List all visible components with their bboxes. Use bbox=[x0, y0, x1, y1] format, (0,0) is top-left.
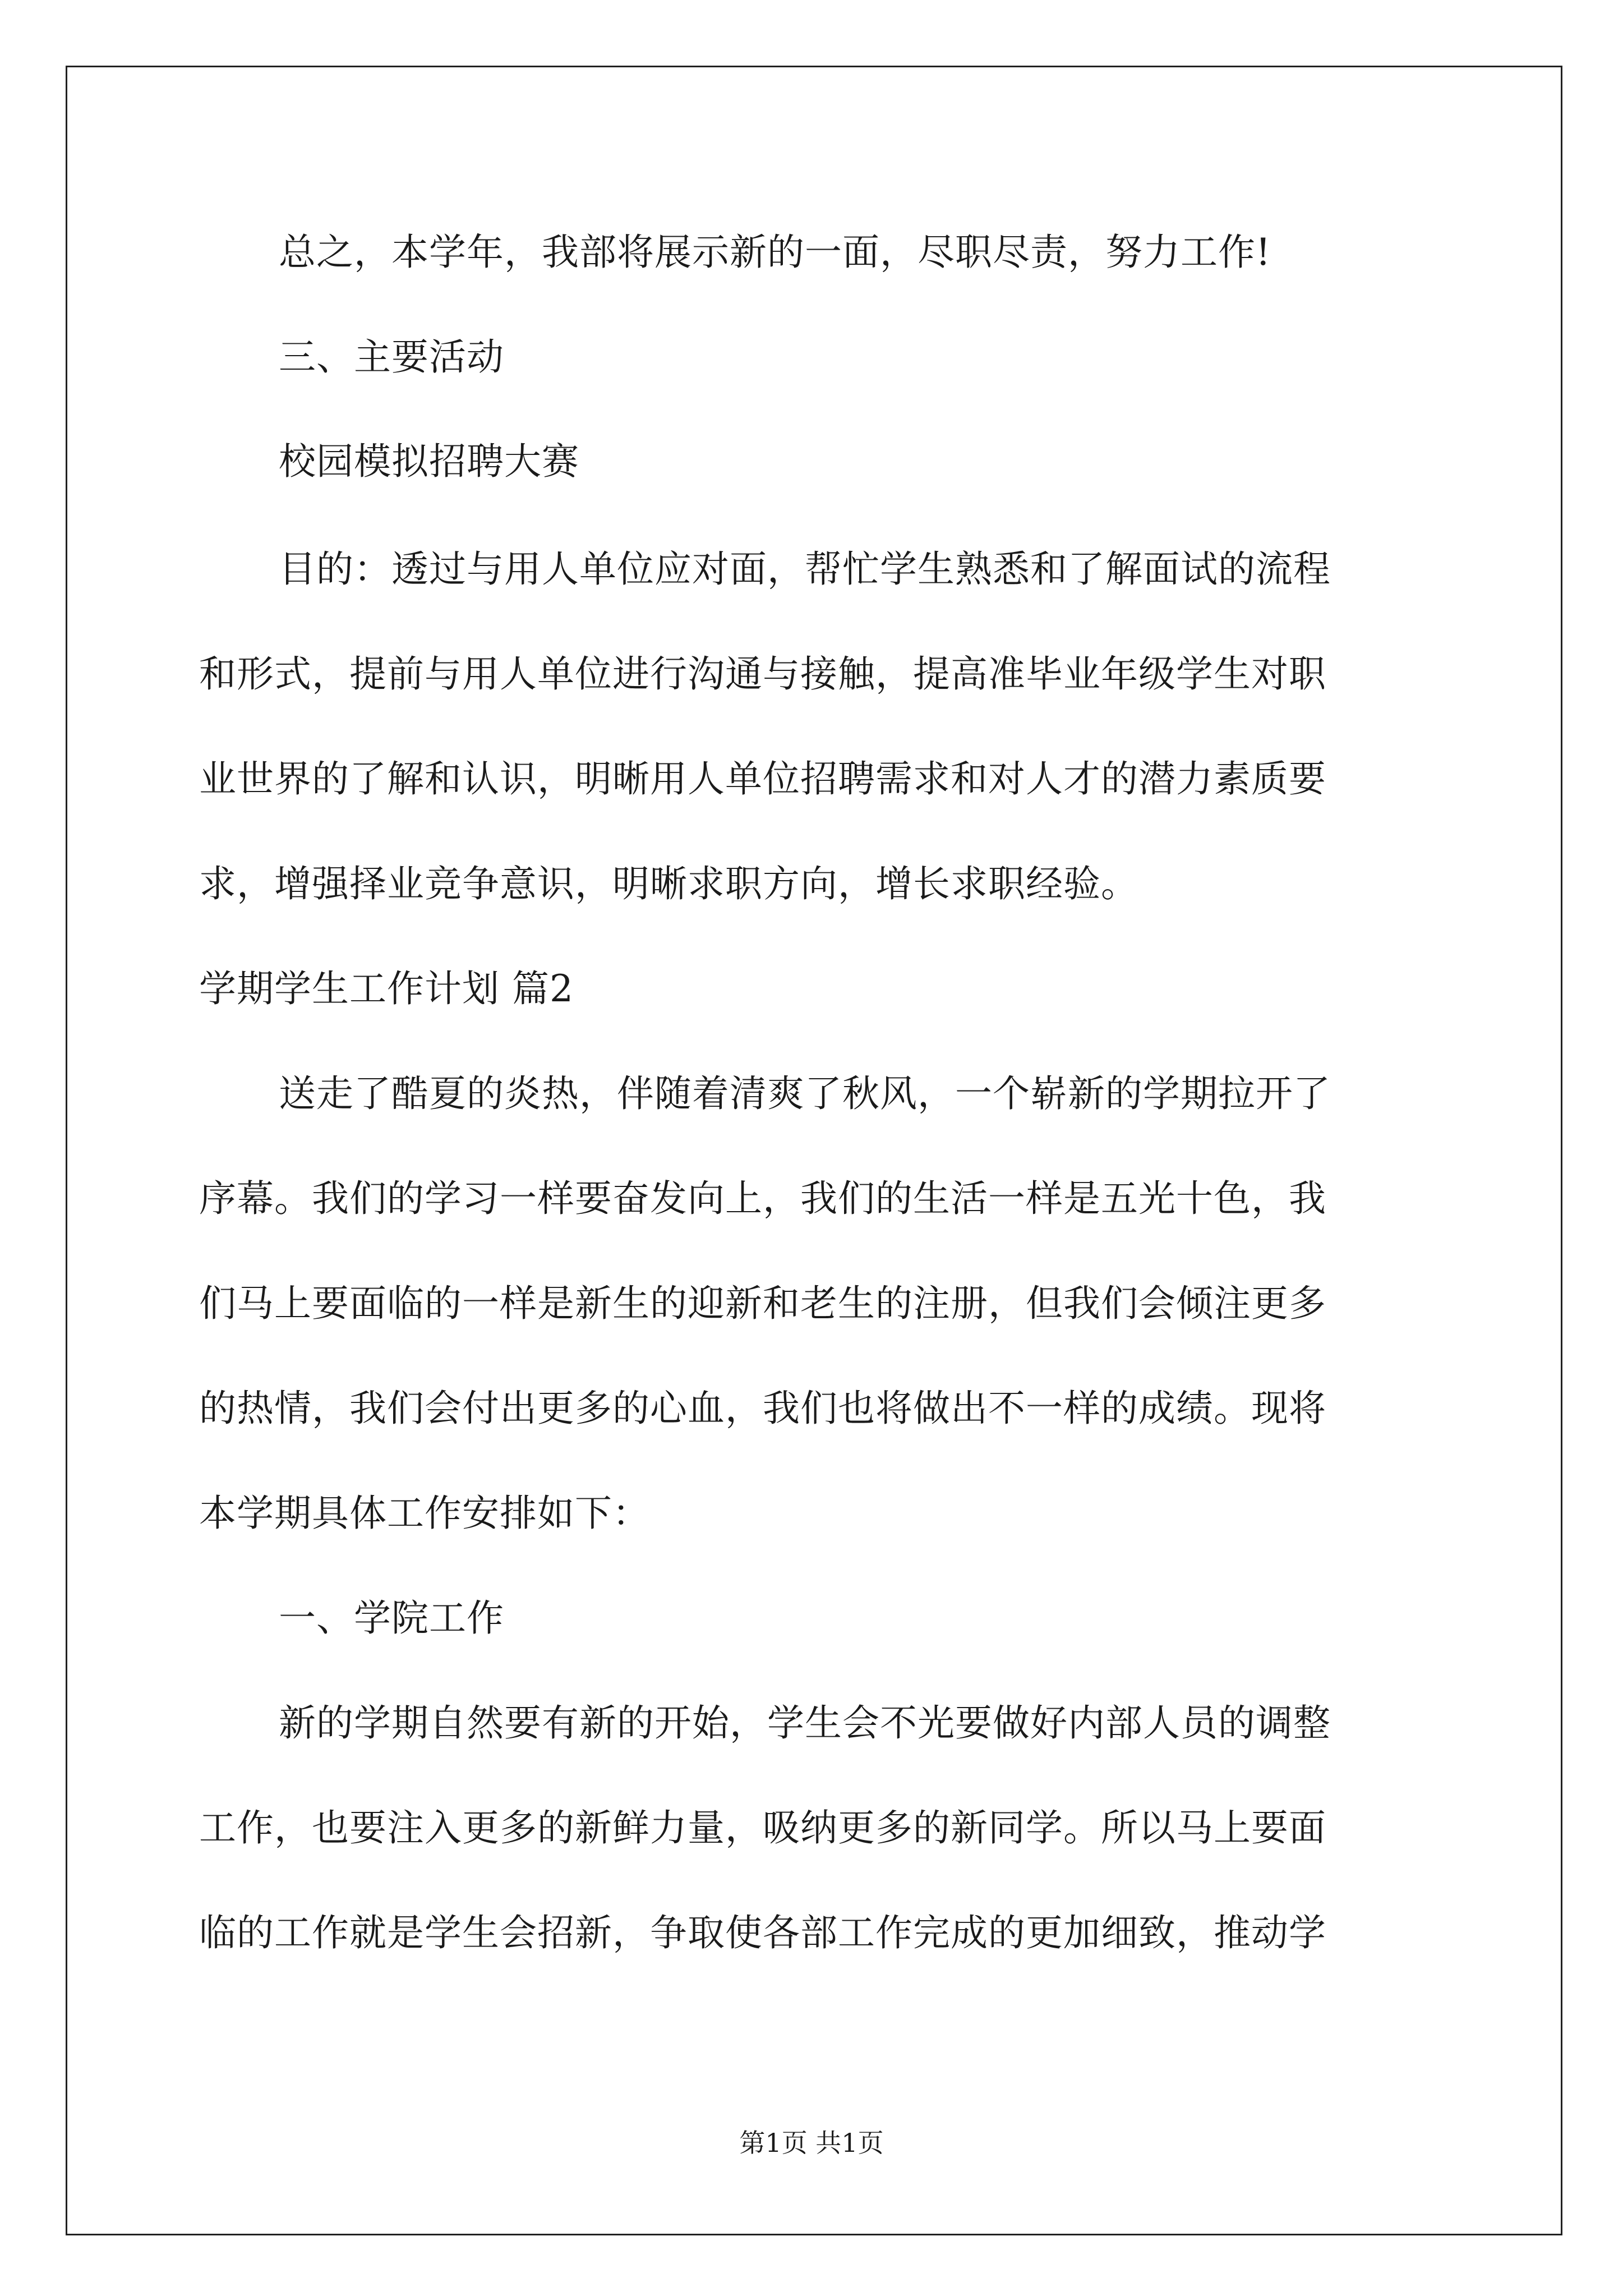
section-heading: 一、学院工作 bbox=[279, 1596, 504, 1640]
paragraph-line: 的热情，我们会付出更多的心血，我们也将做出不一样的成绩。现将 bbox=[199, 1387, 1326, 1430]
paragraph-line: 求，增强择业竞争意识，明晰求职方向，增长求职经验。 bbox=[199, 862, 1138, 905]
paragraph-line: 临的工作就是学生会招新，争取使各部工作完成的更加细致，推动学 bbox=[199, 1911, 1326, 1954]
paragraph-line: 业世界的了解和认识，明晰用人单位招聘需求和对人才的潜力素质要 bbox=[199, 757, 1326, 800]
paragraph-line: 序幕。我们的学习一样要奋发向上，我们的生活一样是五光十色，我 bbox=[199, 1177, 1326, 1220]
paragraph-line: 本学期具体工作安排如下： bbox=[199, 1492, 650, 1535]
document-heading: 学期学生工作计划 篇2 bbox=[199, 967, 574, 1010]
paragraph-line: 目的：透过与用人单位应对面，帮忙学生熟悉和了解面试的流程 bbox=[279, 547, 1331, 591]
paragraph-line: 工作，也要注入更多的新鲜力量，吸纳更多的新同学。所以马上要面 bbox=[199, 1806, 1326, 1849]
paragraph-line: 和形式，提前与用人单位进行沟通与接触，提高准毕业年级学生对职 bbox=[199, 652, 1326, 696]
page-footer: 第1页 共1页 bbox=[739, 2128, 884, 2158]
section-heading: 三、主要活动 bbox=[279, 335, 504, 379]
activity-title: 校园模拟招聘大赛 bbox=[279, 440, 579, 483]
paragraph-line: 送走了酷夏的炎热，伴随着清爽了秋风，一个崭新的学期拉开了 bbox=[279, 1072, 1331, 1115]
paragraph-line: 新的学期自然要有新的开始，学生会不光要做好内部人员的调整 bbox=[279, 1701, 1331, 1745]
paragraph-line: 总之，本学年，我部将展示新的一面，尽职尽责，努力工作! bbox=[279, 231, 1271, 274]
paragraph-line: 们马上要面临的一样是新生的迎新和老生的注册，但我们会倾注更多 bbox=[199, 1282, 1326, 1325]
